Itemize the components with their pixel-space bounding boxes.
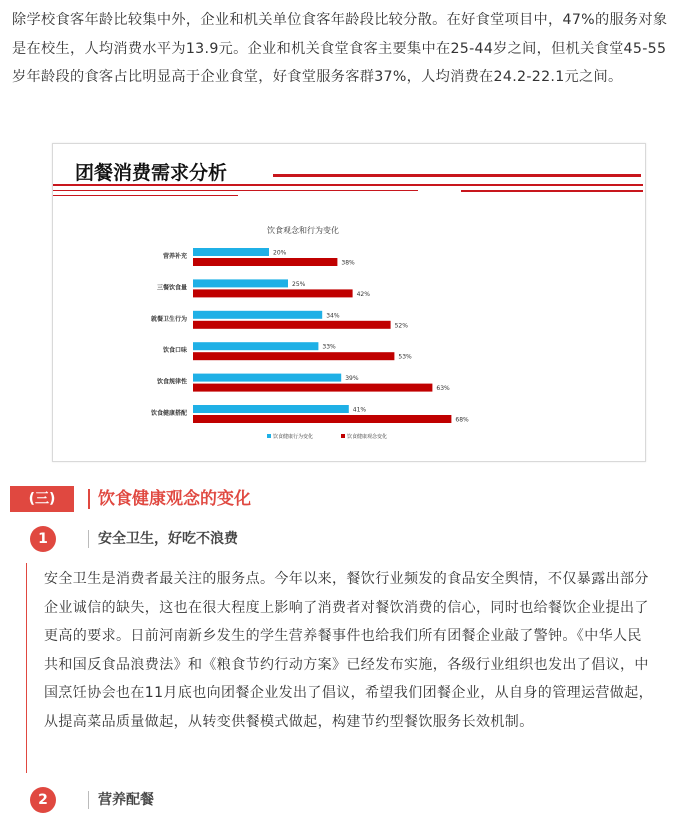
bar-concept xyxy=(193,415,451,423)
data-label: 33% xyxy=(322,343,336,351)
bar-chart xyxy=(53,144,645,461)
data-label: 52% xyxy=(394,322,408,330)
content-rule xyxy=(26,563,27,773)
data-label: 68% xyxy=(455,416,469,424)
body-paragraph: 安全卫生是消费者最关注的服务点。今年以来，餐饮行业频发的食品安全舆情，不仅暴露出部分企业诚信的缺失，这也在很大程度上影响了消费者对餐饮消费的信心，同时也给餐饮企业提出了更高的要求。日前河南新乡发生的学生营养餐事件也给我们所有团餐企业敲了警钟。《中华人民共和国反食品浪费法》和《粮食节约行动方案》已经发布实施，各级行业组织也发出了倡议，中国烹饪协会也在11月底也向团餐企业发出了倡议，希望我们团餐企业，从自身的管理运营做起，从提高菜品质量做起，从转变供餐模式做起，构建节约型餐饮服务长效机制。 xyxy=(44,571,654,730)
legend-label: 饮食健康行为变化 xyxy=(273,434,314,440)
subsection-header-1 xyxy=(0,526,688,554)
number-badge: 2 xyxy=(30,787,56,813)
bar-concept xyxy=(193,321,391,329)
bar-concept xyxy=(193,258,337,266)
data-label: 53% xyxy=(398,353,412,361)
bar-concept xyxy=(193,352,394,360)
bar-behavior xyxy=(193,374,341,382)
category-label: 饮食规律性 xyxy=(156,378,187,386)
data-label: 20% xyxy=(273,249,287,257)
bar-concept xyxy=(193,384,432,392)
subsection-divider xyxy=(88,530,89,548)
subsection-title: 安全卫生，好吃不浪费 xyxy=(98,531,238,547)
category-label: 饮食口味 xyxy=(162,347,187,355)
legend-swatch xyxy=(267,434,271,438)
section-header xyxy=(0,486,688,512)
bar-behavior xyxy=(193,248,269,256)
data-label: 39% xyxy=(345,375,359,383)
number-badge: 1 xyxy=(30,526,56,552)
section-title: 饮食健康观念的变化 xyxy=(98,489,251,509)
category-label: 三餐饮食量 xyxy=(156,284,187,292)
bar-behavior xyxy=(193,405,349,413)
chart-card xyxy=(52,143,646,462)
bar-concept xyxy=(193,289,353,297)
bar-behavior xyxy=(193,342,318,350)
data-label: 42% xyxy=(356,290,370,298)
legend-swatch xyxy=(341,434,345,438)
section-number-tag: (三) xyxy=(10,486,74,512)
subsection-header-2 xyxy=(0,787,688,815)
legend-label: 饮食健康观念变化 xyxy=(347,434,388,440)
data-label: 25% xyxy=(292,280,306,288)
data-label: 38% xyxy=(341,259,355,267)
data-label: 41% xyxy=(352,406,367,414)
category-label: 就餐卫生行为 xyxy=(150,315,187,323)
chart-title: 饮食观念和行为变化 xyxy=(267,226,339,235)
bar-behavior xyxy=(193,311,322,319)
bar-behavior xyxy=(193,279,288,287)
card-title: 团餐消费需求分析 xyxy=(75,162,228,184)
data-label: 34% xyxy=(326,312,340,320)
section-divider xyxy=(88,489,90,509)
subsection-title: 营养配餐 xyxy=(98,792,154,808)
subsection-divider xyxy=(88,791,89,809)
category-label: 饮食健康搭配 xyxy=(150,410,187,417)
data-label: 63% xyxy=(436,385,450,393)
category-label: 营养补充 xyxy=(162,253,187,260)
intro-paragraph: 除学校食客年龄比较集中外，企业和机关单位食客年龄段比较分散。在好食堂项目中，47%的服务对象是在校生，人均消费水平为13.9元。企业和机关食堂食客主要集中在25-44岁之间，但机关食堂45-55岁年龄段的食客占比明显高于企业食堂，好食堂服务客群37%，人均消费在24.2-22.1元之间。 xyxy=(12,12,668,85)
